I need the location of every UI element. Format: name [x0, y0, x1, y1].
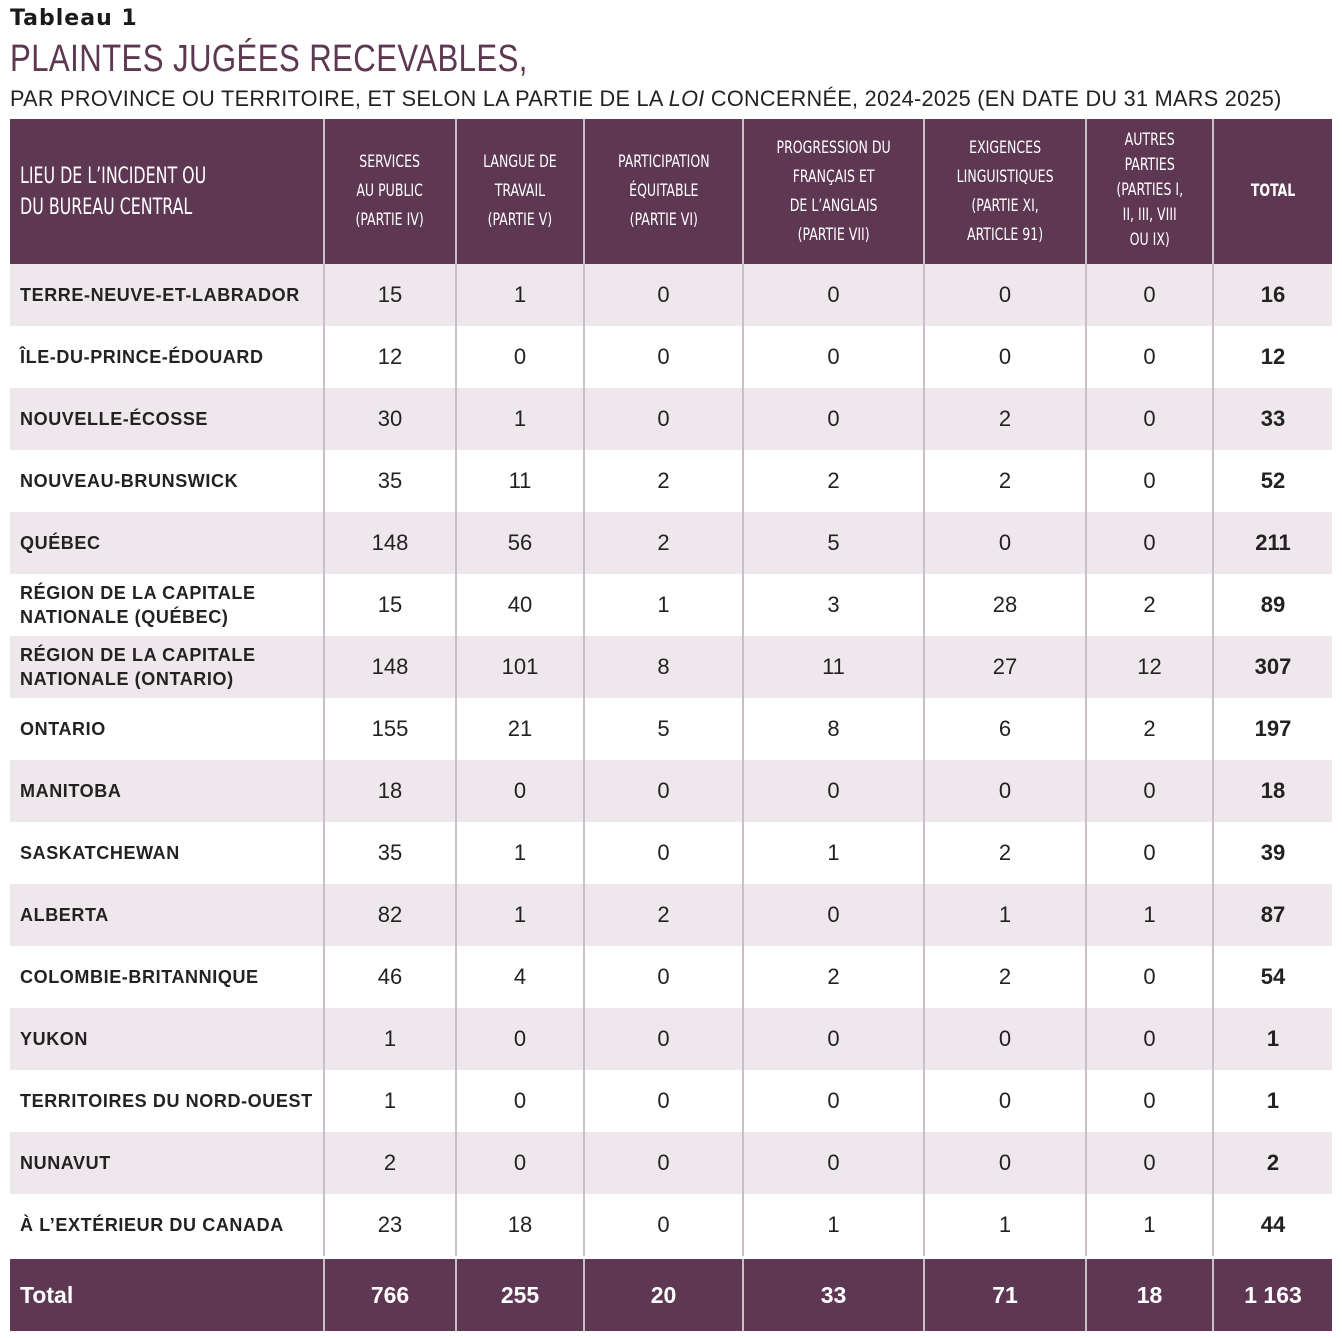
table-row — [10, 760, 1332, 822]
value-cell: 155 — [324, 698, 456, 760]
location-cell: ONTARIO — [10, 698, 324, 760]
value-cell: 2 — [584, 884, 743, 946]
location-cell: TERRITOIRES DU NORD-OUEST — [10, 1070, 324, 1132]
value-cell: 0 — [743, 388, 924, 450]
location-cell: SASKATCHEWAN — [10, 822, 324, 884]
value-cell: 0 — [924, 760, 1086, 822]
header-services-public — [324, 119, 456, 264]
subtitle-part-1: PAR PROVINCE OU TERRITOIRE, ET SELON LA PARTIE DE LA — [10, 86, 669, 111]
row-total-cell: 54 — [1213, 946, 1332, 1008]
total-cell: 766 — [324, 1258, 456, 1332]
location-cell: YUKON — [10, 1008, 324, 1070]
header-other-parts — [1086, 119, 1213, 264]
location-cell: COLOMBIE-BRITANNIQUE — [10, 946, 324, 1008]
value-cell: 0 — [584, 1070, 743, 1132]
row-total-cell: 2 — [1213, 1132, 1332, 1194]
header-progression-text: PROGRESSION DU FRANÇAIS ET DE L’ANGLAIS (PARTIE VII) — [776, 137, 891, 245]
location-cell: TERRE-NEUVE-ET-LABRADOR — [10, 264, 324, 326]
value-cell: 2 — [924, 946, 1086, 1008]
location-cell: MANITOBA — [10, 760, 324, 822]
location-cell: NOUVEAU-BRUNSWICK — [10, 450, 324, 512]
row-total-cell: 87 — [1213, 884, 1332, 946]
value-cell: 0 — [924, 1008, 1086, 1070]
value-cell: 1 — [924, 1194, 1086, 1258]
table-row — [10, 1070, 1332, 1132]
location-cell: À L’EXTÉRIEUR DU CANADA — [10, 1194, 324, 1258]
value-cell: 2 — [743, 946, 924, 1008]
value-cell: 0 — [584, 388, 743, 450]
value-cell: 35 — [324, 822, 456, 884]
table-subtitle — [10, 86, 1282, 112]
value-cell: 15 — [324, 264, 456, 326]
value-cell: 0 — [584, 1132, 743, 1194]
value-cell: 0 — [1086, 388, 1213, 450]
value-cell: 11 — [743, 636, 924, 698]
table-footer — [10, 1258, 1332, 1332]
value-cell: 1 — [324, 1008, 456, 1070]
row-total-cell: 211 — [1213, 512, 1332, 574]
row-total-cell: 1 — [1213, 1070, 1332, 1132]
value-cell: 0 — [1086, 1070, 1213, 1132]
value-cell: 12 — [324, 326, 456, 388]
header-requirements-text: EXIGENCES LINGUISTIQUES (PARTIE XI, ARTICLE 91) — [956, 137, 1054, 245]
value-cell: 0 — [1086, 760, 1213, 822]
table-row — [10, 822, 1332, 884]
table-row — [10, 326, 1332, 388]
location-cell: QUÉBEC — [10, 512, 324, 574]
row-total-cell: 52 — [1213, 450, 1332, 512]
value-cell: 0 — [743, 760, 924, 822]
value-cell: 2 — [924, 822, 1086, 884]
grand-total-cell: 1 163 — [1213, 1258, 1332, 1332]
value-cell: 0 — [456, 326, 584, 388]
table-header — [10, 119, 1332, 264]
value-cell: 0 — [584, 946, 743, 1008]
value-cell: 0 — [743, 884, 924, 946]
value-cell: 11 — [456, 450, 584, 512]
value-cell: 0 — [924, 1070, 1086, 1132]
value-cell: 18 — [324, 760, 456, 822]
table-body — [10, 264, 1332, 1258]
value-cell: 2 — [584, 512, 743, 574]
row-total-cell: 89 — [1213, 574, 1332, 636]
table-title: PLAINTES JUGÉES RECEVABLES, — [10, 38, 528, 80]
value-cell: 3 — [743, 574, 924, 636]
header-row — [10, 119, 1332, 264]
value-cell: 0 — [584, 1008, 743, 1070]
location-cell: NUNAVUT — [10, 1132, 324, 1194]
value-cell: 0 — [456, 1070, 584, 1132]
total-cell: 18 — [1086, 1258, 1213, 1332]
value-cell: 0 — [1086, 326, 1213, 388]
value-cell: 101 — [456, 636, 584, 698]
value-cell: 0 — [924, 512, 1086, 574]
value-cell: 0 — [743, 1008, 924, 1070]
value-cell: 0 — [456, 1132, 584, 1194]
total-cell: 71 — [924, 1258, 1086, 1332]
header-participation — [584, 119, 743, 264]
header-location-text: LIEU DE L’INCIDENT OU DU BUREAU CENTRAL — [20, 163, 207, 220]
row-total-cell: 18 — [1213, 760, 1332, 822]
complaints-table — [10, 119, 1332, 1331]
header-total-text: TOTAL — [1250, 181, 1296, 201]
row-total-cell: 16 — [1213, 264, 1332, 326]
value-cell: 0 — [743, 326, 924, 388]
value-cell: 1 — [456, 884, 584, 946]
row-total-cell: 307 — [1213, 636, 1332, 698]
value-cell: 0 — [584, 1194, 743, 1258]
value-cell: 1 — [924, 884, 1086, 946]
value-cell: 2 — [324, 1132, 456, 1194]
value-cell: 1 — [584, 574, 743, 636]
value-cell: 8 — [743, 698, 924, 760]
header-other-parts-text: AUTRES PARTIES (PARTIES I, II, III, VIII OU IX) — [1116, 130, 1183, 250]
header-progression — [743, 119, 924, 264]
value-cell: 6 — [924, 698, 1086, 760]
value-cell: 27 — [924, 636, 1086, 698]
header-participation-text: PARTICIPATION ÉQUITABLE (PARTIE VI) — [617, 152, 710, 230]
row-total-cell: 197 — [1213, 698, 1332, 760]
value-cell: 4 — [456, 946, 584, 1008]
value-cell: 12 — [1086, 636, 1213, 698]
table-label: Tableau 1 — [10, 6, 138, 31]
table-row — [10, 512, 1332, 574]
table-row — [10, 450, 1332, 512]
header-total — [1213, 119, 1332, 264]
value-cell: 1 — [456, 388, 584, 450]
value-cell: 1 — [456, 264, 584, 326]
row-total-cell: 33 — [1213, 388, 1332, 450]
value-cell: 2 — [924, 388, 1086, 450]
table-row — [10, 946, 1332, 1008]
header-language-work — [456, 119, 584, 264]
row-total-cell: 39 — [1213, 822, 1332, 884]
value-cell: 0 — [743, 264, 924, 326]
value-cell: 0 — [924, 1132, 1086, 1194]
table-row — [10, 1194, 1332, 1258]
value-cell: 1 — [743, 822, 924, 884]
location-cell: RÉGION DE LA CAPITALE NATIONALE (QUÉBEC) — [10, 574, 324, 636]
value-cell: 2 — [1086, 574, 1213, 636]
value-cell: 0 — [456, 760, 584, 822]
value-cell: 0 — [1086, 264, 1213, 326]
table-row — [10, 574, 1332, 636]
value-cell: 28 — [924, 574, 1086, 636]
value-cell: 1 — [324, 1070, 456, 1132]
header-services-public-text: SERVICES AU PUBLIC (PARTIE IV) — [355, 152, 425, 230]
header-location — [10, 119, 324, 264]
value-cell: 2 — [584, 450, 743, 512]
value-cell: 23 — [324, 1194, 456, 1258]
value-cell: 0 — [743, 1132, 924, 1194]
value-cell: 0 — [1086, 450, 1213, 512]
total-cell: 255 — [456, 1258, 584, 1332]
value-cell: 0 — [924, 326, 1086, 388]
table-row — [10, 1132, 1332, 1194]
subtitle-part-2: CONCERNÉE, 2024-2025 (EN DATE DU 31 MARS 2025) — [704, 86, 1282, 111]
total-cell: 33 — [743, 1258, 924, 1332]
value-cell: 0 — [584, 264, 743, 326]
location-cell: ÎLE-DU-PRINCE-ÉDOUARD — [10, 326, 324, 388]
value-cell: 0 — [1086, 946, 1213, 1008]
value-cell: 5 — [743, 512, 924, 574]
value-cell: 0 — [584, 822, 743, 884]
value-cell: 0 — [1086, 1008, 1213, 1070]
row-total-cell: 44 — [1213, 1194, 1332, 1258]
location-cell: RÉGION DE LA CAPITALE NATIONALE (ONTARIO) — [10, 636, 324, 698]
value-cell: 35 — [324, 450, 456, 512]
total-row — [10, 1258, 1332, 1332]
value-cell: 0 — [924, 264, 1086, 326]
value-cell: 2 — [743, 450, 924, 512]
value-cell: 1 — [1086, 884, 1213, 946]
value-cell: 0 — [584, 760, 743, 822]
total-cell: 20 — [584, 1258, 743, 1332]
location-cell: ALBERTA — [10, 884, 324, 946]
table-row — [10, 1008, 1332, 1070]
table-row — [10, 636, 1332, 698]
value-cell: 2 — [1086, 698, 1213, 760]
location-cell: NOUVELLE-ÉCOSSE — [10, 388, 324, 450]
value-cell: 46 — [324, 946, 456, 1008]
total-label: Total — [10, 1258, 324, 1332]
subtitle-italic: LOI — [668, 86, 705, 111]
table-row — [10, 264, 1332, 326]
value-cell: 148 — [324, 636, 456, 698]
value-cell: 1 — [1086, 1194, 1213, 1258]
table-row — [10, 698, 1332, 760]
header-requirements — [924, 119, 1086, 264]
value-cell: 8 — [584, 636, 743, 698]
value-cell: 0 — [1086, 512, 1213, 574]
value-cell: 0 — [584, 326, 743, 388]
header-language-work-text: LANGUE DE TRAVAIL (PARTIE V) — [483, 152, 557, 230]
value-cell: 82 — [324, 884, 456, 946]
value-cell: 40 — [456, 574, 584, 636]
row-total-cell: 12 — [1213, 326, 1332, 388]
value-cell: 148 — [324, 512, 456, 574]
value-cell: 0 — [1086, 822, 1213, 884]
value-cell: 1 — [456, 822, 584, 884]
value-cell: 18 — [456, 1194, 584, 1258]
value-cell: 1 — [743, 1194, 924, 1258]
value-cell: 30 — [324, 388, 456, 450]
value-cell: 0 — [456, 1008, 584, 1070]
value-cell: 0 — [1086, 1132, 1213, 1194]
value-cell: 21 — [456, 698, 584, 760]
value-cell: 5 — [584, 698, 743, 760]
value-cell: 56 — [456, 512, 584, 574]
value-cell: 15 — [324, 574, 456, 636]
table-row — [10, 884, 1332, 946]
row-total-cell: 1 — [1213, 1008, 1332, 1070]
value-cell: 2 — [924, 450, 1086, 512]
value-cell: 0 — [743, 1070, 924, 1132]
table-row — [10, 388, 1332, 450]
